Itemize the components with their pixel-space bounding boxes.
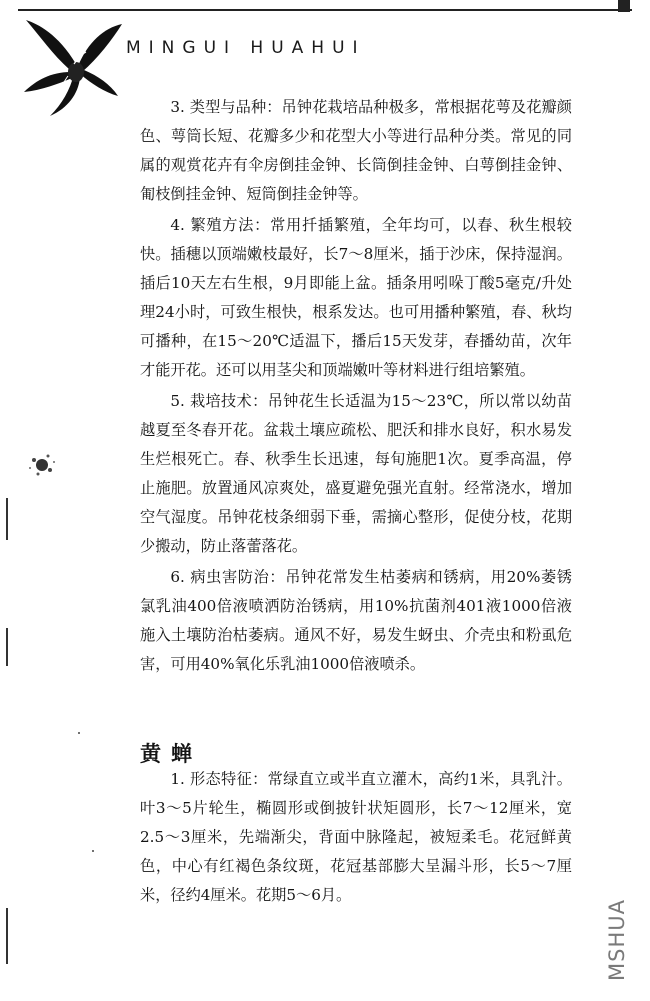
scan-edge-mark [6, 498, 8, 540]
section-2-body [140, 765, 572, 912]
scan-edge-mark [6, 628, 8, 666]
paragraph-pest-control: 6. 病虫害防治：吊钟花常发生枯萎病和锈病，用20%萎锈氯乳油400倍液喷洒防治锈病，用10%抗菌剂401液1000倍液施入土壤防治枯萎病。通风不好，易发生蚜虫、介壳虫和粉虱危害，可用40%氧化乐乳油1000倍液喷杀。 [140, 568, 572, 673]
running-header: MINGUI HUAHUI [126, 38, 366, 58]
header-corner-mark [618, 0, 630, 12]
paragraph-propagation: 4. 繁殖方法：常用扦插繁殖，全年均可，以春、秋生根较快。插穗以顶端嫩枝最好，长7～8厘米，插于沙床，保持湿润。插后10天左右生根，9月即能上盆。插条用吲哚丁酸5毫克/升处理24小时，可致生根快，根系发达。也可用播种繁殖，春、秋均可播种，在15～20℃适温下，播后15天发芽，春播幼苗，次年才能开花。还可以用茎尖和顶端嫩叶等材料进行组培繁殖。 [140, 216, 572, 379]
scan-speck-cluster [22, 440, 62, 490]
paragraph-types-varieties: 3. 类型与品种：吊钟花栽培品种极多，常根据花萼及花瓣颜色、萼筒长短、花瓣多少和花型大小等进行品种分类。常见的同属的观赏花卉有伞房倒挂金钟、长筒倒挂金钟、白萼倒挂金钟、匍枝倒挂金钟、短筒倒挂金钟等。 [140, 98, 572, 203]
orchid-flower-icon [18, 14, 128, 124]
scan-speck [92, 850, 94, 852]
header-rule [18, 9, 632, 11]
scan-speck [78, 732, 80, 734]
section-title: 黄蝉 [140, 741, 202, 766]
section-1-body [140, 93, 572, 681]
paragraph-cultivation: 5. 栽培技术：吊钟花生长适温为15～23℃，所以常以幼苗越夏至冬春开花。盆栽土壤应疏松、肥沃和排水良好，积水易发生烂根死亡。春、秋季生长迅速，每旬施肥1次。夏季高温，停止施肥。放置通风凉爽处，盛夏避免强光直射。经常浇水，增加空气湿度。吊钟花枝条细弱下垂，需摘心整形，促使分枝，花期少搬动，防止落蕾落花。 [140, 392, 572, 555]
scan-edge-mark [6, 908, 8, 964]
watermark: MSHUA [605, 899, 629, 981]
paragraph-morphology: 1. 形态特征：常绿直立或半直立灌木，高约1米，具乳汁。叶3～5片轮生，椭圆形或倒披针状矩圆形，长7～12厘米，宽2.5～3厘米，先端渐尖，背面中脉隆起，被短柔毛。花冠鲜黄色，中心有红褐色条纹斑，花冠基部膨大呈漏斗形，长5～7厘米，径约4厘米。花期5～6月。 [140, 770, 572, 904]
